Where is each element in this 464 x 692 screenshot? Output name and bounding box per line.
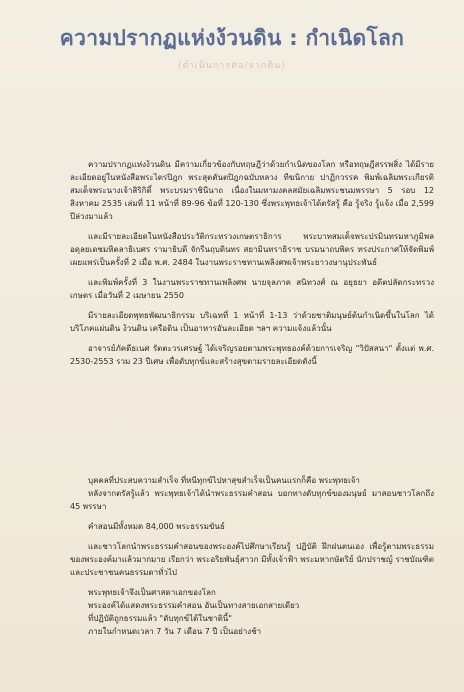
paragraph: บุคคลที่ประสบความสำเร็จ ที่หนีทุกข์ไปหาสุขสำเร็จเป็นคนแรกก็คือ พระพุทธเจ้า bbox=[88, 476, 360, 485]
paragraph: และชาวโลกนำพระธรรมคำสอนของพระองค์ไปศึกษาเรียนรู้ ปฏิบัติ ฝึกฝนตนเอง เพื่อรู้ตามพระธรรมของพระองค์มาแล้วมากมาย เรียกว่า พระอริยพันธุ์สาวก มีทั้งเจ้าฟ้า พระมหากษัตริย์ นักปราชญ์ ราชบัณฑิต และประชาชนคนธรรมดาทั่วไป bbox=[70, 542, 434, 577]
paragraph: ที่ปฏิบัติถูกธรรมแล้ว "ดับทุกข์ได้ในชาตินี้" bbox=[88, 614, 232, 623]
paragraph: มีรายละเอียดพุทธพัฒนาธิกรรม บริเฉทที่ 1 หน้าที่ 1-13 ว่าด้วยชาติมนุษย์ต้นกำเนิดขึ้นในโลก ได้บริโภคแผ่นดิน ง้วนดิน เครือดิน เป็นอาหารอันละเอียด ฯลฯ ความแจ้งแล้วนั้น bbox=[70, 311, 434, 333]
paragraph: และพิมพ์ครั้งที่ 3 ในงานพระราชทานเพลิงศพ นายจุลภาค สนิทวงศ์ ณ อยุธยา อดีตปลัดกระทรวงเกษตร เมื่อวันที่ 2 เมษายน 2550 bbox=[70, 278, 434, 300]
section-2 bbox=[70, 474, 434, 638]
section-1 bbox=[70, 158, 434, 368]
paragraph: คำสอนมีทั้งหมด 84,000 พระธรรมขันธ์ bbox=[88, 522, 225, 531]
paragraph: และมีรายละเอียดในหนังสือประวัติกระทรวงเกษตราธิการ พระบาทสมเด็จพระปรมินทรมหาภูมิพลอดุลยเดชมหิตลาธิเบศร รามาธิบดี จักรีนฤบดินทร สยามินทราธิราช บรมนาถบพิตร ทรงประกาศให้จัดพิมพ์เผยแพร่เป็นครั้งที่ 2 เมื่อ พ.ศ. 2484 ในงานพระราชทานเพลิงศพเจ้าพระยาวงษานุประพันธ์ bbox=[70, 232, 434, 267]
paragraph: ภายในกำหนดเวลา 7 วัน 7 เดือน 7 ปี เป็นอย่างช้า bbox=[88, 627, 262, 636]
ghost-subtitle: (ดำเนินการต่อ/จากดิน) bbox=[178, 61, 286, 71]
paragraph: ความปรากฏแห่งง้วนดิน มีความเกี่ยวข้องกับทฤษฎีว่าด้วยกำเนิดของโลก หรือทฤษฎีสรรพสิ่ง ได้มีรายละเอียดอยู่ในหนังสือพระไตรปิฎก พระสุตตันตปิฎกฉบับหลวง ทีฆนิกาย ปาฏิกวรรค พิมพ์เฉลิมพระเกียรติสมเด็จพระนางเจ้าสิริกิติ์ พระบรมราชินีนาถ เนื่องในมหามงคลสมัยเฉลิมพระชนมพรรษา 5 รอบ 12 สิงหาคม 2535 เล่มที่ 11 หน้าที่ 89-96 ข้อที่ 120-130 ซึ่งพระพุทธเจ้าได้ตรัสรู้ คือ รู้จริง รู้แจ้ง เมื่อ 2,599 ปีล่วงมาแล้ว bbox=[70, 160, 434, 221]
paragraph: อาจารย์ภัคดีธเนศ รัตตะวรเศรษฐ์ ได้เจริญรอยตามพระพุทธองค์ด้วยการเจริญ "วิปัสสนา" ตั้งแต่ พ.ศ. 2530-2553 รวม 23 ปีเศษ เพื่อดับทุกข์และสร้างสุขตามรายละเอียดดังนี้ bbox=[70, 344, 434, 366]
page-title: ความปรากฏแห่งง้วนดิน : กำเนิดโลก bbox=[59, 26, 405, 50]
paragraph: พระพุทธเจ้าจึงเป็นศาสดาเอกของโลก bbox=[88, 588, 216, 597]
paragraph: หลังจากตรัสรู้แล้ว พระพุทธเจ้าได้นำพระธรรมคำสอน บอกทางดับทุกข์ของมนุษย์ มาสอนชาวโลกถึง 45 พรรษา bbox=[70, 489, 434, 511]
paragraph: พระองค์ได้แสดงพระธรรมคำสอน อันเป็นทางสายเอกสายเดียว bbox=[88, 601, 300, 610]
